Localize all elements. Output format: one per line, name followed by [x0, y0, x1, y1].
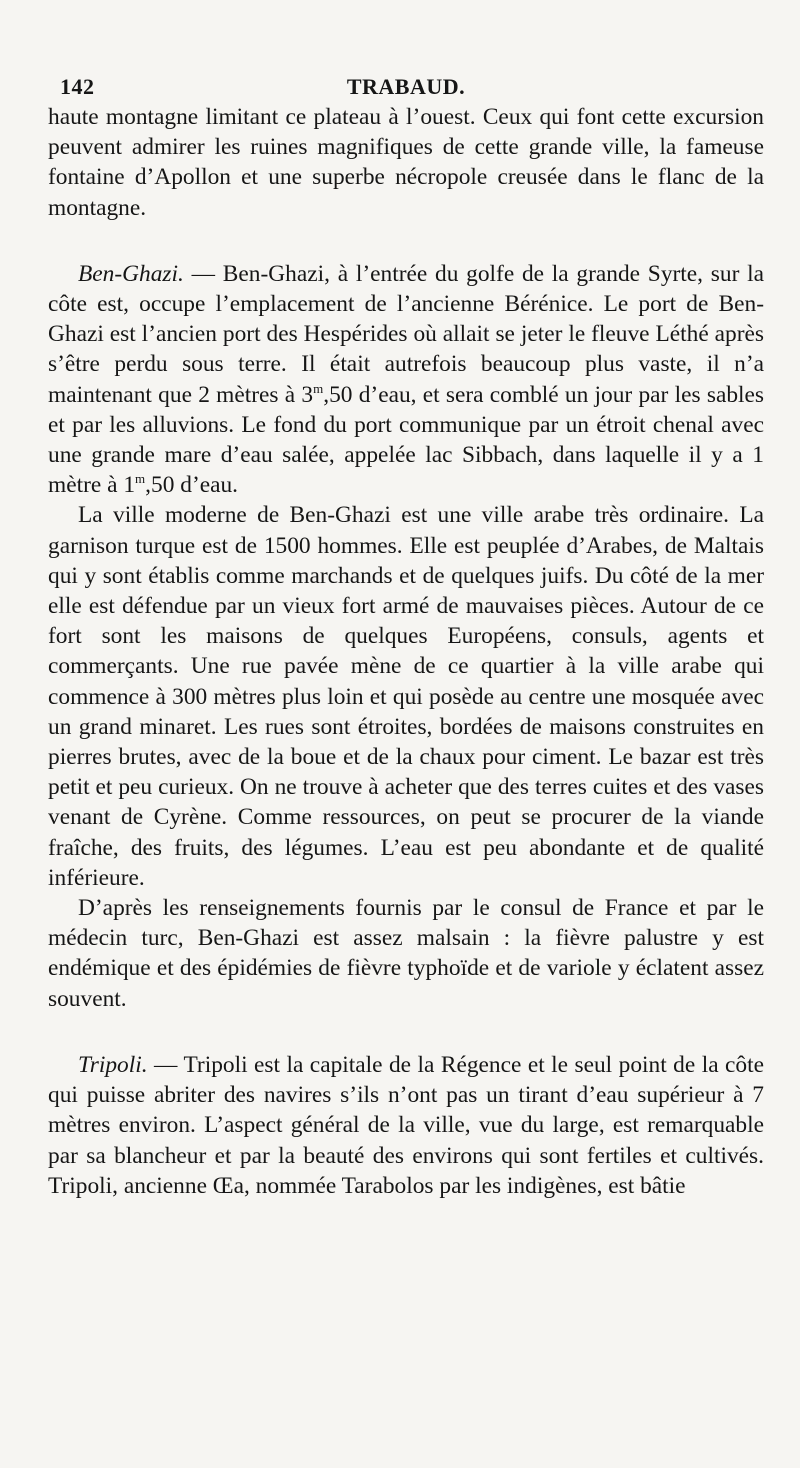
paragraph-ville-moderne: La ville moderne de Ben-Ghazi est une ville arabe très ordinaire. La garnison turque est de 1500 hommes. Elle est peuplée d’Arabes, de Maltais qui y sont établis comme marchands et de quelques juifs. Du côté de la mer elle est défendue par un vieux fort armé de mauvaises pièces. Autour de ce fort sont les maisons de quelques Européens, consuls, agents et commerçants. Une rue pavée mène de ce quartier à la ville arabe qui commence à 300 mètres plus loin et qui posède au centre une mosquée avec un grand minaret. Les rues sont étroites, bordées de maisons construites en pierres brutes, avec de la boue et de la chaux pour ciment. Le bazar est très petit et peu curieux. On ne trouve à acheter que des terres cuites et des vases venant de Cyrène. Comme ressources, on peut se procurer de la viande fraîche, des fruits, des légumes. L’eau est peu abondante et de qualité inférieure. [48, 502, 764, 891]
section-heading-ben-ghazi: Ben-Ghazi. [78, 260, 184, 287]
paragraph-text: — Tripoli est la capitale de la Régence et le seul point de la côte qui puisse abriter des navires s’ils n’ont pas un tirant d’eau supérieur à 7 mètres environ. L’aspect général de la ville, vue du large, est remarquable par sa blancheur et par la beauté des environs qui sont fertiles et cultivés. Tripoli, ancienne Œa, nommée Tarabolos par les indigènes, est bâtie [48, 1051, 764, 1199]
section-heading-tripoli: Tripoli. [78, 1051, 148, 1078]
paragraph-text: ,50 d’eau, et sera comblé un jour par les sables et par les alluvions. Le fond du port communique par un étroit chenal avec une grande mare d’eau salée, appelée lac Sibbach, dans laquelle il y a 1 mètre à 1 [48, 381, 764, 499]
paragraph-text: — Ben-Ghazi, à l’entrée du golfe de la grande Syrte, sur la côte est, occupe l’emplacement de l’ancienne Bérénice. Le port de Ben-Ghazi est l’ancien port des Hespérides où allait se jeter le fleuve Léthé après s’être perdu sous terre. Il était autrefois beaucoup plus vaste, il n’a maintenant que 2 mètres à 3 [48, 260, 764, 408]
paragraph-sante: D’après les renseignements fournis par le consul de France et par le médecin turc, Ben-Ghazi est assez malsain : la fièvre palustre y est endémique et des épidémies de fièvre typhoïde et de variole y éclatent assez souvent. [48, 895, 764, 1012]
page-number: 142 [60, 74, 95, 99]
paragraph-ben-ghazi [48, 259, 764, 501]
running-head [48, 66, 764, 102]
paragraph-text: ,50 d’eau. [145, 472, 239, 499]
book-page [48, 66, 764, 1201]
unit-superscript: m [313, 380, 324, 396]
unit-superscript: m [135, 471, 146, 487]
running-title: TRABAUD. [346, 74, 466, 99]
paragraph-continuation: haute montagne limitant ce plateau à l’ouest. Ceux qui font cette excursion peuvent admirer les ruines magnifiques de cette grande ville, la fameuse fontaine d’Apollon et une superbe nécropole creusée dans le flanc de la montagne. [48, 104, 764, 221]
body-text [48, 102, 764, 1201]
paragraph-tripoli [48, 1050, 764, 1201]
